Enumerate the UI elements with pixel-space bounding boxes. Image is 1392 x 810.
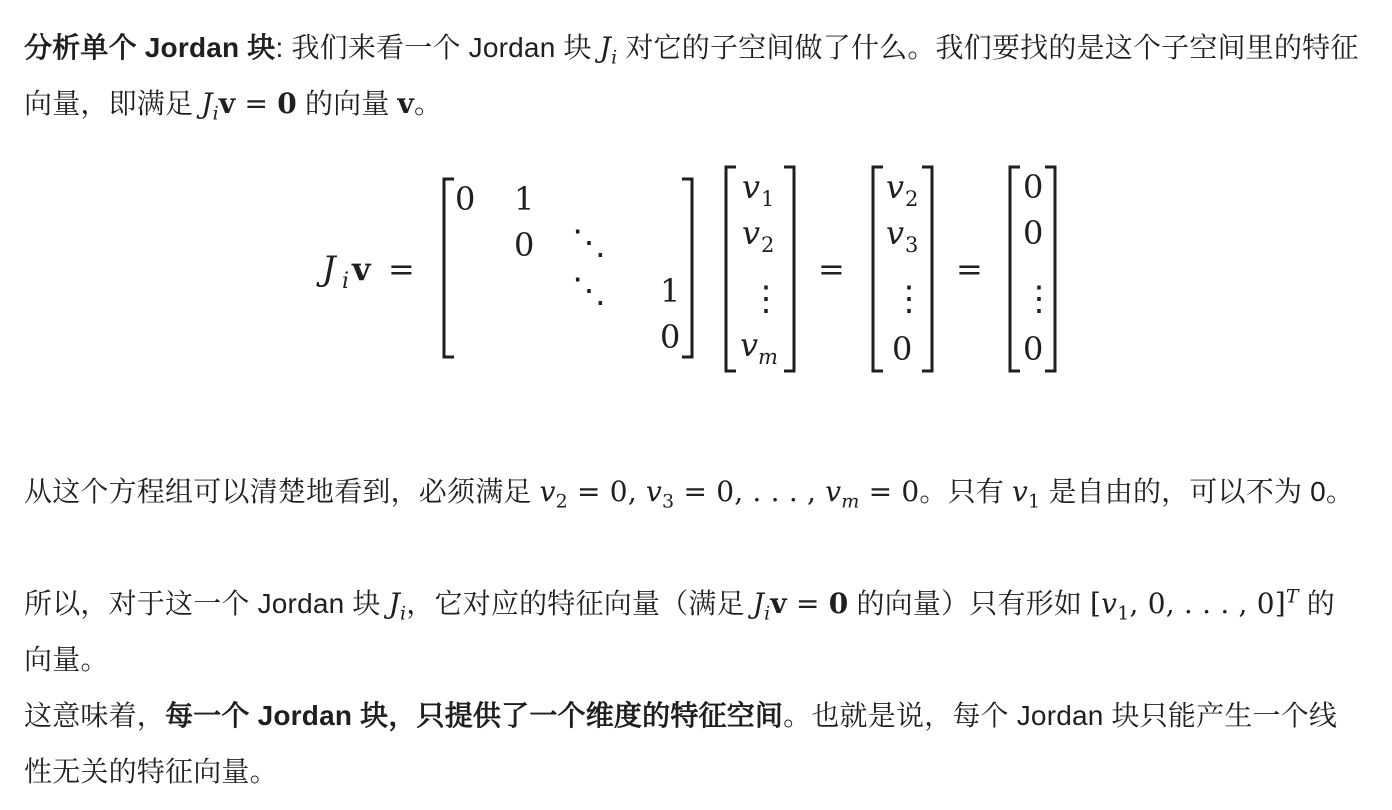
eq-lhs-i: i [342,269,350,294]
section-heading: 分析单个 Jordan 块 [24,32,276,63]
vector-zero-entry: 0 [1023,214,1044,252]
math-text: = 0, [567,475,647,508]
eq-lhs-v: v [352,250,371,288]
vector-v-entry: v [740,326,759,364]
math-bold-v: v [397,87,415,120]
matrix-entry-0: 0 [514,226,535,264]
text: 。也就是说，每个 Jordan 块只能产生一个线性无关的特征向量。 [24,700,1338,787]
math-sub: 1 [1028,490,1041,513]
math-v: v [646,475,663,508]
text: 这意味着， [24,700,166,731]
paragraph-analysis [24,20,1362,132]
math-sub-i: i [400,602,407,625]
vector-zero-vdots: ⋮ [1022,279,1056,319]
vector-result-left-bracket [873,167,883,371]
math-J: J [752,587,765,620]
paragraph-eigenvector-form [24,576,1362,688]
math-bracket: [ [1090,587,1102,620]
math-equals: = [235,87,278,120]
matrix-ddots: ⋱ [572,223,606,263]
math-equals: = [786,587,829,620]
vector-v-subscript: m [758,345,778,369]
text: 对它的子空间做了什么。我们要找的是这个子空间里的特征向量，即满足 [24,32,1359,119]
math-v: v [539,475,556,508]
text: 的向量）只有形如 [848,588,1091,619]
matrix-right-bracket [682,179,692,357]
vector-result-subscript: 3 [905,233,919,257]
math-sub: 1 [1117,602,1130,625]
math-text: = 0, . . . , [674,475,826,508]
vector-result-entry: 0 [892,330,913,368]
text: : 我们来看一个 Jordan 块 [275,32,600,63]
math-sub-i: i [611,46,618,69]
matrix-entry-1: 1 [660,272,681,310]
eq-lhs-J: J [322,249,336,289]
text: 。 [414,88,443,119]
math-J: J [201,87,213,120]
math-bold-zero: 0 [277,87,297,120]
math-sub-i: i [764,602,771,625]
vector-zero-entry: 0 [1023,168,1044,206]
math-sub: m [841,490,860,513]
matrix-ddots: ⋱ [572,271,606,311]
paragraph-summary [24,688,1362,800]
vector-result-entry: v [886,214,905,252]
text: 的向量 [296,88,398,119]
math-J: J [388,587,400,620]
matrix-equation [0,160,1392,390]
math-text: = 0 [859,475,920,508]
eq-equals-3: = [956,250,983,288]
paragraph-conclusion [24,464,1362,520]
math-bold-v: v [770,587,787,620]
math-sub-i: i [212,102,219,125]
math-bold-zero: 0 [828,587,849,620]
math-text: , 0, . . . , 0] [1129,587,1286,620]
matrix-entry-1: 1 [514,180,535,218]
eq-equals-2: = [818,250,845,288]
math-v: v [1012,475,1029,508]
vector-result-entry: v [886,168,905,206]
vector-result-vdots: ⋮ [892,279,926,319]
math-v: v [1101,587,1118,620]
matrix-entry-0: 0 [660,318,681,356]
math-v: v [825,475,842,508]
vector-v-right-bracket [784,167,794,371]
vector-result-subscript: 2 [905,187,919,211]
vector-zero-right-bracket [1045,167,1055,371]
vector-v-vdots: ⋮ [749,279,783,319]
text: 。只有 [919,476,1013,507]
vector-v-entry: v [742,168,761,206]
text: 的向量。 [24,588,1335,675]
vector-zero-left-bracket [1010,167,1020,371]
vector-v-subscript: 2 [761,233,775,257]
math-sub: 3 [662,490,675,513]
vector-v-entry: v [742,214,761,252]
math-bold-v: v [218,87,236,120]
vector-zero-entry: 0 [1023,330,1044,368]
text: 所以，对于这一个 Jordan 块 [24,588,389,619]
vector-v-left-bracket [726,167,736,371]
math-J: J [599,31,612,64]
vector-result-right-bracket [922,167,932,371]
math-sup-T: T [1285,585,1299,608]
matrix-entry-0: 0 [455,180,476,218]
key-statement: 每一个 Jordan 块，只提供了一个维度的特征空间 [165,700,784,731]
text: 从这个方程组可以清楚地看到，必须满足 [24,476,540,507]
matrix-left-bracket [444,179,454,357]
vector-v-subscript: 1 [761,187,775,211]
text: ，它对应的特征向量（满足 [406,588,753,619]
eq-equals-1: = [388,250,415,288]
text: 是自由的，可以不为 0。 [1040,476,1355,507]
math-sub: 2 [555,490,568,513]
